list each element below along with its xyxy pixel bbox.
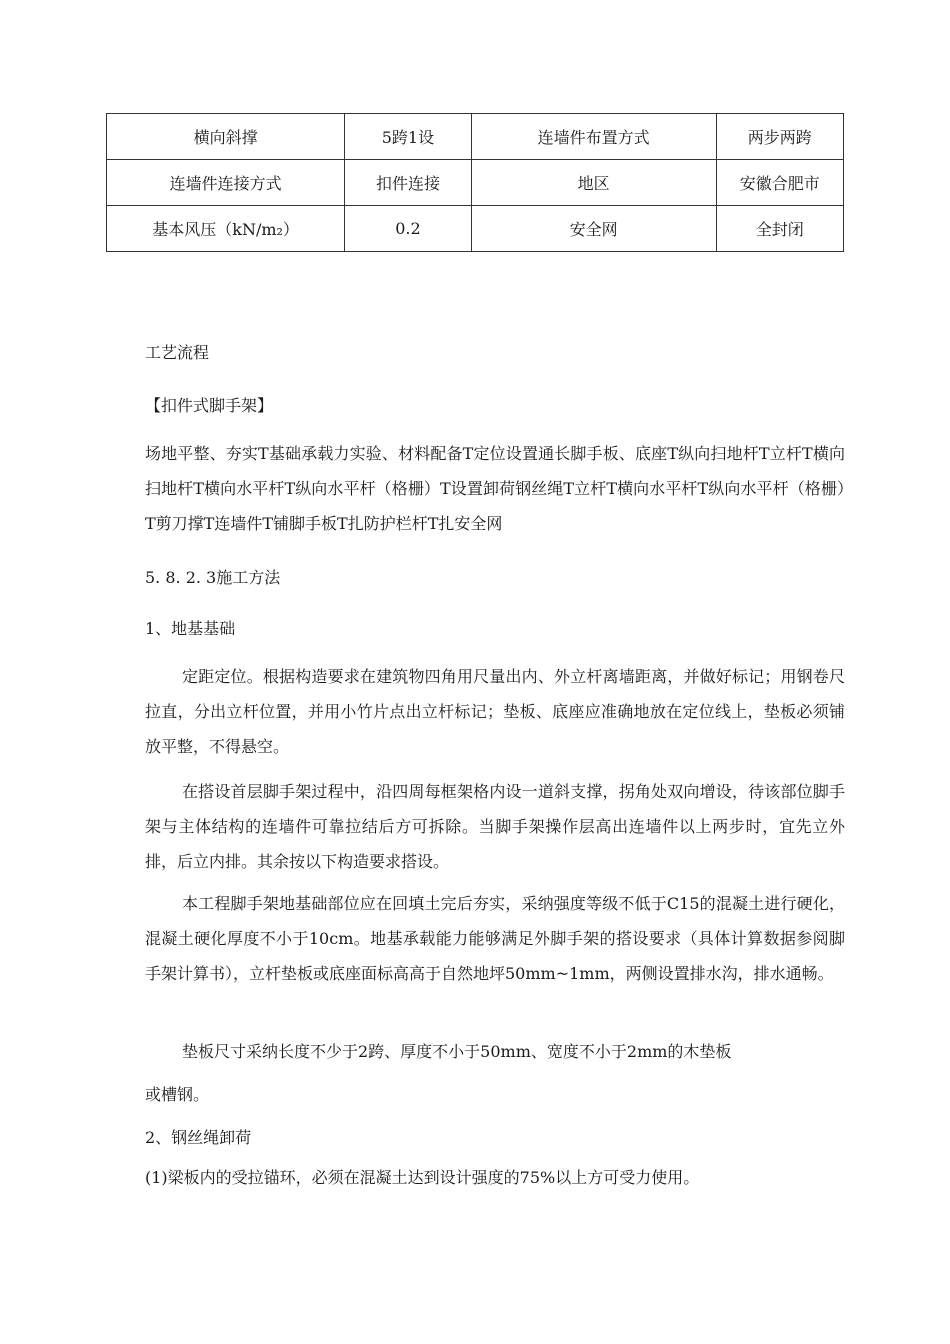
heading-scaffold-type: 【扣件式脚手架】 (145, 396, 274, 415)
item2-subitem-1: (1)梁板内的受拉锚环，必须在混凝土达到设计强度的75%以上方可受力使用。 (145, 1168, 700, 1187)
paragraph-first-floor: 在搭设首层脚手架过程中，沿四周每框架格内设一道斜支撑，拐角处双向增设，待该部位脚手架与主体结构的连墙件可靠拉结后方可拆除。当脚手架操作层高出连墙件以上两步时，宜先立外排，后立内排。其余按以下构造要求搭设。 (145, 782, 845, 871)
paragraph-positioning: 定距定位。根据构造要求在建筑物四角用尺量出内、外立杆离墙距离，并做好标记；用钢卷尺拉直，分出立杆位置，并用小竹片点出立杆标记；垫板、底座应准确地放在定位线上，垫板必须铺放平整，不得悬空。 (145, 667, 845, 756)
table-cell: 连墙件连接方式 (107, 160, 345, 206)
table-cell: 地区 (471, 160, 716, 206)
table-row (107, 206, 844, 252)
table-cell: 扣件连接 (345, 160, 471, 206)
paragraph-foundation: 本工程脚手架地基础部位应在回填土完后夯实，采纳强度等级不低于C15的混凝土进行硬化，混凝土硬化厚度不小于10cm。地基承载能力能够满足外脚手架的搭设要求（具体计算数据参阅脚手架计算书），立杆垫板或底座面标高高于自然地坪50mm~1mm，两侧设置排水沟，排水通畅。 (145, 894, 845, 983)
table-row (107, 114, 844, 160)
process-flow-text: 场地平整、夯实T基础承载力实验、材料配备T定位设置通长脚手板、底座T纵向扫地杆T立杆T横向扫地杆T横向水平杆T纵向水平杆（格栅）T设置卸荷钢丝绳T立杆T横向水平杆T纵向水平杆（格栅）T剪刀撑T连墙件T铺脚手板T扎防护栏杆T扎安全网 (145, 444, 845, 533)
paragraph-pad-size-cont: 或槽钢。 (145, 1085, 210, 1104)
paragraph-pad-size: 垫板尺寸采纳长度不少于2跨、厚度不小于50mm、宽度不小于2mm的木垫板 (182, 1042, 732, 1061)
table-cell: 连墙件布置方式 (471, 114, 716, 160)
table-row (107, 160, 844, 206)
table-cell: 横向斜撑 (107, 114, 345, 160)
item1-title: 1、地基基础 (145, 619, 236, 638)
section-number: 5. 8. 2. 3施工方法 (145, 568, 281, 587)
table-cell: 基本风压（kN/m₂） (107, 206, 345, 252)
heading-process: 工艺流程 (145, 343, 210, 362)
table-cell: 5跨1设 (345, 114, 471, 160)
table-cell: 安徽合肥市 (716, 160, 843, 206)
table-cell: 全封闭 (716, 206, 843, 252)
scaffold-parameter-table (106, 113, 844, 252)
table-cell: 安全网 (471, 206, 716, 252)
table-cell: 0.2 (345, 206, 471, 252)
item2-title: 2、钢丝绳卸荷 (145, 1128, 252, 1147)
table-cell: 两步两跨 (716, 114, 843, 160)
